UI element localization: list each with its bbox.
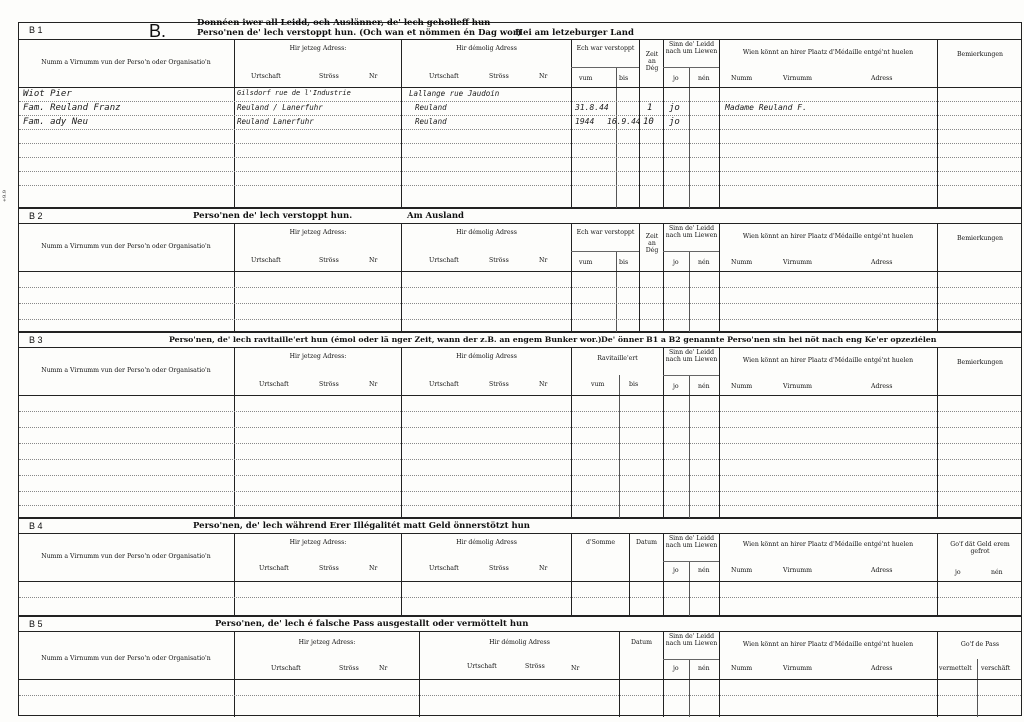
col-hir-label: Hir jetzeg Adress: bbox=[298, 639, 356, 646]
entry-2-demolig: Reuland bbox=[415, 103, 447, 112]
section-title-b: De' önner B1 a B2 genannte Perso'nen sin hei nöt nach eng Ke'er opzeziélen bbox=[601, 335, 937, 344]
entry-3-name: Fam. ady Neu bbox=[23, 117, 89, 127]
section-title: Perso'nen, de' lech während Erer Illégalitét matt Geld önnerstötzt hun bbox=[193, 521, 530, 531]
col-gof-label: Go'f dät Geld erem gefrot bbox=[950, 541, 1010, 555]
col-nr-2: Nr bbox=[539, 257, 548, 264]
col-somme-label: d'Somme bbox=[585, 539, 616, 546]
section-b2 bbox=[18, 208, 1022, 332]
col-stross: Ströss bbox=[319, 73, 339, 80]
col-bem-label: Bemierkungen bbox=[956, 51, 1003, 58]
col-vum: vum bbox=[579, 259, 593, 266]
col-vermettelt: vermettelt bbox=[939, 665, 972, 672]
entry-2-zeit: 10 bbox=[643, 117, 654, 127]
entry-1-jo: jo bbox=[669, 103, 680, 113]
col-nen: nén bbox=[698, 665, 710, 672]
col-stross: Ströss bbox=[339, 665, 359, 672]
entry-1-name: Wiot Pier bbox=[23, 89, 72, 99]
entry-2-hir: Reuland / Lanerfuhr bbox=[237, 103, 323, 112]
entry-1-demolig: Lallange rue Jaudoin bbox=[409, 89, 500, 98]
col-bis: bis bbox=[619, 259, 629, 266]
col-virnumm: Virnumm bbox=[783, 665, 813, 672]
col-nen-2: nén bbox=[991, 569, 1003, 576]
col-bis: bis bbox=[629, 381, 639, 388]
section-subtitle-b: Hei am letzeburger Land bbox=[515, 28, 634, 38]
section-title: Perso'nen de' lech verstoppt hun. bbox=[193, 211, 353, 221]
col-demolig-label: Hir démolig Adress bbox=[456, 45, 517, 52]
col-bis: bis bbox=[619, 75, 629, 82]
col-nr: Nr bbox=[369, 565, 378, 572]
col-virnumm: Virnumm bbox=[783, 75, 813, 82]
col-name-label: Numm a Virnumm vun der Perso'n oder Organisatio'n bbox=[41, 553, 211, 560]
col-jo: jo bbox=[673, 75, 679, 82]
col-numm: Numm bbox=[731, 383, 753, 390]
col-urtschaft: Urtschaft bbox=[251, 257, 281, 264]
col-nr-2: Nr bbox=[539, 381, 548, 388]
section-b4 bbox=[18, 518, 1022, 616]
col-bem-label: Bemierkungen bbox=[956, 359, 1003, 366]
entry-2-bis: 16.9.44 bbox=[607, 117, 641, 126]
col-urtschaft: Urtschaft bbox=[259, 565, 289, 572]
section-id: B 4 bbox=[29, 521, 43, 531]
col-nr: Nr bbox=[369, 73, 378, 80]
col-stross-2: Ströss bbox=[489, 381, 509, 388]
col-stross-2: Ströss bbox=[525, 663, 545, 670]
col-urtschaft-2: Urtschaft bbox=[429, 565, 459, 572]
col-jo: jo bbox=[673, 259, 679, 266]
col-stross-2: Ströss bbox=[489, 257, 509, 264]
col-hir-label: Hir jetzeg Adress: bbox=[289, 539, 347, 546]
entry-3-hir: Reuland Lanerfuhr bbox=[237, 117, 314, 126]
col-adress: Adress bbox=[871, 75, 893, 82]
col-wien-label: Wien könnt an hirer Plaatz d'Médaille entgé'nt huelen bbox=[742, 541, 914, 548]
col-numm: Numm bbox=[731, 75, 753, 82]
col-virnumm: Virnumm bbox=[783, 567, 813, 574]
entry-2-jo: jo bbox=[669, 117, 680, 127]
section-title: Perso'nen, de' lech ravitaille'ert hun (émol oder lä nger Zeit, wann der z.B. an engem Bunker wor.) bbox=[169, 335, 602, 344]
section-b3 bbox=[18, 332, 1022, 518]
col-gof-label: Go'f de Pass bbox=[960, 641, 1000, 648]
col-nen: nén bbox=[698, 259, 710, 266]
col-adress: Adress bbox=[871, 259, 893, 266]
col-wien-label: Wien könnt an hirer Plaatz d'Médaille entgé'nt huelen bbox=[742, 641, 914, 648]
col-urtschaft-2: Urtschaft bbox=[467, 663, 497, 670]
section-id: B 5 bbox=[29, 619, 43, 629]
col-hir-label: Hir jetzeg Adress: bbox=[289, 45, 347, 52]
col-jo: jo bbox=[673, 567, 679, 574]
col-wien-label: Wien könnt an hirer Plaatz d'Médaille entgé'nt huelen bbox=[742, 357, 914, 364]
col-verstoppt-label: Ech war verstoppt bbox=[576, 45, 635, 52]
entry-1-zeit: 1 bbox=[647, 103, 653, 113]
col-urtschaft-2: Urtschaft bbox=[429, 257, 459, 264]
col-ravit-label: Ravitaille'ert bbox=[597, 355, 638, 362]
margin-note: +9.9 bbox=[2, 190, 8, 203]
col-datum-label: Datum bbox=[631, 639, 652, 646]
col-vum: vum bbox=[579, 75, 593, 82]
entry-1-wien: Madame Reuland F. bbox=[725, 103, 807, 112]
col-adress: Adress bbox=[871, 383, 893, 390]
col-datum-label: Datum bbox=[636, 539, 657, 546]
col-nr-2: Nr bbox=[571, 665, 580, 672]
section-b5 bbox=[18, 616, 1022, 716]
col-urtschaft: Urtschaft bbox=[251, 73, 281, 80]
col-nr: Nr bbox=[369, 257, 378, 264]
col-urtschaft-2: Urtschaft bbox=[429, 73, 459, 80]
entry-1-hir: Gilsdorf rue de l'Industrie bbox=[237, 89, 351, 97]
col-vum: vum bbox=[591, 381, 605, 388]
col-hir-label: Hir jetzeg Adress: bbox=[289, 353, 347, 360]
col-sinn-label: Sinn de' Leidd nach um Liewen bbox=[665, 41, 718, 55]
col-stross: Ströss bbox=[319, 381, 339, 388]
col-nen: nén bbox=[698, 75, 710, 82]
entry-1-vum: 31.8.44 bbox=[575, 103, 609, 112]
col-verschaft: verschäft bbox=[981, 665, 1011, 672]
col-name-label: Numm a Virnumm vun der Perso'n oder Organisatio'n bbox=[41, 367, 211, 374]
entry-2-name: Fam. Reuland Franz bbox=[23, 103, 121, 113]
col-wien-label: Wien könnt an hirer Plaatz d'Médaille entgé'nt huelen bbox=[742, 233, 914, 240]
col-name-label: Numm a Virnumm vun der Perso'n oder Organisatio'n bbox=[41, 59, 211, 66]
col-sinn-label: Sinn de' Leidd nach um Liewen bbox=[665, 225, 718, 239]
col-name-label: Numm a Virnumm vun der Perso'n oder Organisatio'n bbox=[41, 655, 211, 662]
col-stross: Ströss bbox=[319, 257, 339, 264]
col-stross-2: Ströss bbox=[489, 565, 509, 572]
section-letter: B. bbox=[149, 21, 167, 41]
col-demolig-label: Hir démolig Adress bbox=[489, 639, 550, 646]
col-urtschaft: Urtschaft bbox=[271, 665, 301, 672]
col-jo: jo bbox=[673, 665, 679, 672]
col-nr-2: Nr bbox=[539, 73, 548, 80]
col-nen: nén bbox=[698, 383, 710, 390]
col-name-label: Numm a Virnumm vun der Perso'n oder Organisatio'n bbox=[41, 243, 211, 250]
col-numm: Numm bbox=[731, 665, 753, 672]
section-id: B 3 bbox=[29, 335, 43, 345]
section-subtitle: Perso'nen de' lech verstoppt hun. (Och wan et nömmen én Dag wor) bbox=[197, 28, 522, 38]
col-numm: Numm bbox=[731, 259, 753, 266]
col-urtschaft-2: Urtschaft bbox=[429, 381, 459, 388]
col-virnumm: Virnumm bbox=[783, 383, 813, 390]
col-sinn-label: Sinn de' Leidd nach um Liewen bbox=[665, 535, 718, 549]
col-nen: nén bbox=[698, 567, 710, 574]
col-demolig-label: Hir démolig Adress bbox=[456, 353, 517, 360]
col-zeit-label: Zeit an Dég bbox=[645, 51, 659, 72]
section-title: Perso'nen, de' lech é falsche Pass ausgestallt oder vermöttelt hun bbox=[215, 619, 529, 629]
col-hir-label: Hir jetzeg Adress: bbox=[289, 229, 347, 236]
col-nr: Nr bbox=[369, 381, 378, 388]
col-zeit-label: Zeit an Dég bbox=[645, 233, 659, 254]
col-nr-2: Nr bbox=[539, 565, 548, 572]
section-id: B 2 bbox=[29, 211, 43, 221]
col-stross: Ströss bbox=[319, 565, 339, 572]
col-adress: Adress bbox=[871, 567, 893, 574]
section-title: Donnéen iwer all Leidd, och Auslänner, de' lech geholleff hun bbox=[197, 18, 491, 28]
section-title-b: Am Ausland bbox=[407, 211, 464, 221]
col-wien-label: Wien könnt an hirer Plaatz d'Médaille entgé'nt huelen bbox=[742, 49, 914, 56]
section-b1 bbox=[18, 18, 1022, 208]
entry-2-vum: 1944 bbox=[575, 117, 595, 126]
col-sinn-label: Sinn de' Leidd nach um Liewen bbox=[665, 349, 718, 363]
col-sinn-label: Sinn de' Leidd nach um Liewen bbox=[665, 633, 718, 647]
entry-3-demolig: Reuland bbox=[415, 117, 447, 126]
col-nr: Nr bbox=[379, 665, 388, 672]
col-jo: jo bbox=[673, 383, 679, 390]
col-virnumm: Virnumm bbox=[783, 259, 813, 266]
col-demolig-label: Hir démolig Adress bbox=[456, 229, 517, 236]
col-urtschaft: Urtschaft bbox=[259, 381, 289, 388]
col-numm: Numm bbox=[731, 567, 753, 574]
col-jo-2: jo bbox=[955, 569, 961, 576]
section-id: B 1 bbox=[29, 25, 43, 35]
col-adress: Adress bbox=[871, 665, 893, 672]
col-demolig-label: Hir démolig Adress bbox=[456, 539, 517, 546]
col-bem-label: Bemierkungen bbox=[956, 235, 1003, 242]
col-stross-2: Ströss bbox=[489, 73, 509, 80]
col-verstoppt-label: Ech war verstoppt bbox=[576, 229, 635, 236]
